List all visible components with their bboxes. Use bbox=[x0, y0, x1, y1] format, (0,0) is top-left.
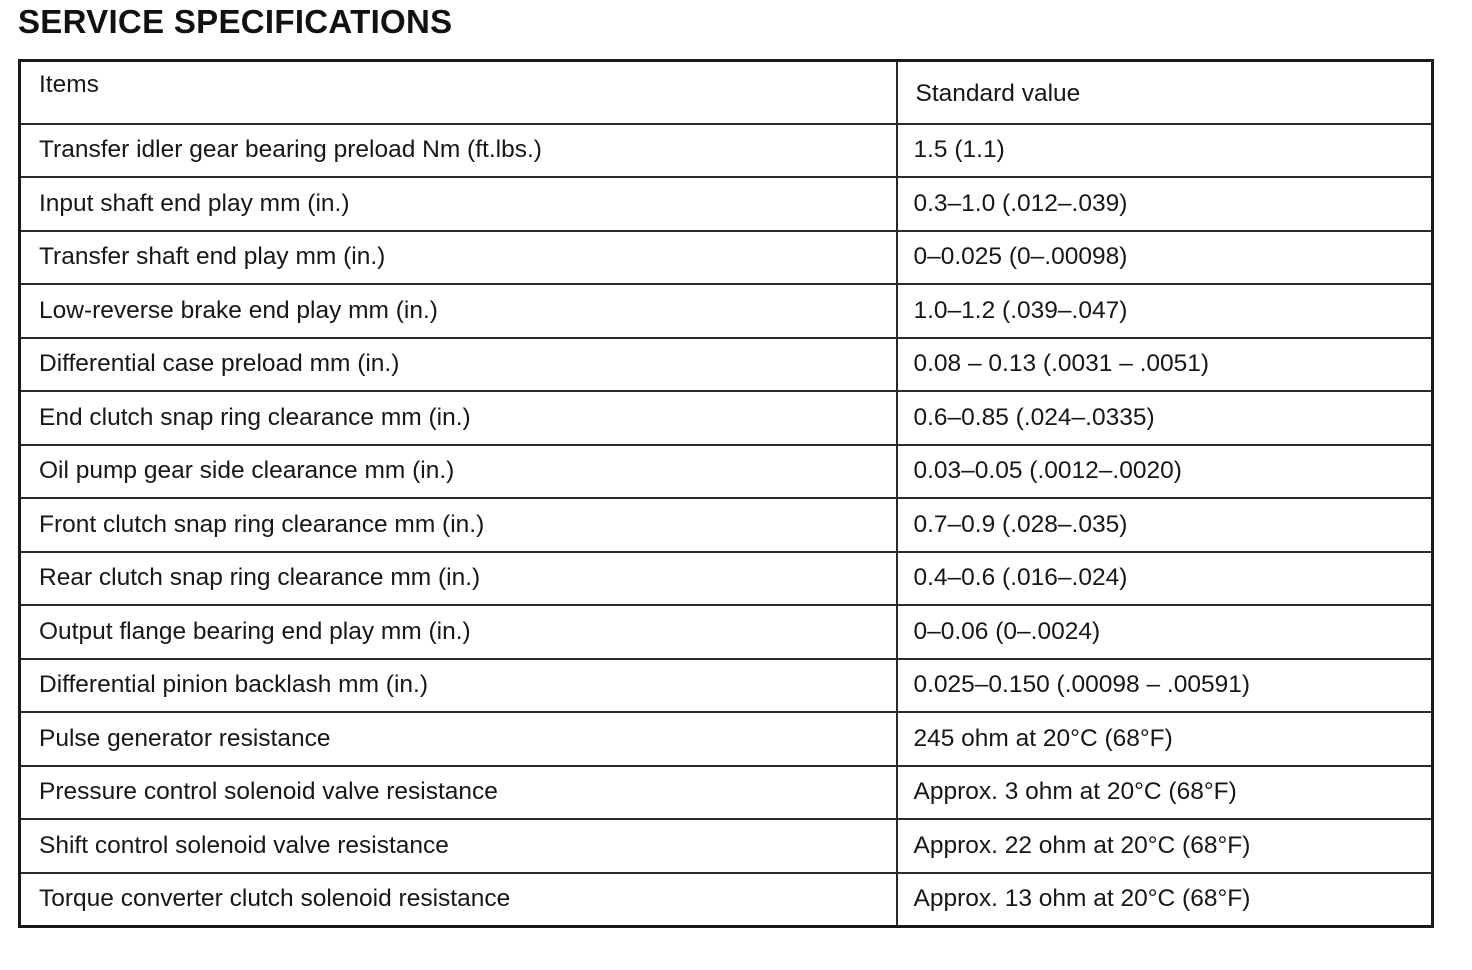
value-cell: 0.025–0.150 (.00098 – .00591) bbox=[897, 659, 1433, 713]
value-cell: 0.08 – 0.13 (.0031 – .0051) bbox=[897, 338, 1433, 392]
table-row bbox=[20, 498, 1433, 552]
table-row bbox=[20, 391, 1433, 445]
service-specifications-table bbox=[18, 59, 1434, 928]
item-cell: Front clutch snap ring clearance mm (in.) bbox=[20, 498, 897, 552]
value-cell: Approx. 3 ohm at 20°C (68°F) bbox=[897, 766, 1433, 820]
item-cell: Torque converter clutch solenoid resistance bbox=[20, 873, 897, 927]
item-cell: Output flange bearing end play mm (in.) bbox=[20, 605, 897, 659]
item-cell: Pulse generator resistance bbox=[20, 712, 897, 766]
table-row bbox=[20, 873, 1433, 927]
value-cell: 0–0.06 (0–.0024) bbox=[897, 605, 1433, 659]
value-cell: 245 ohm at 20°C (68°F) bbox=[897, 712, 1433, 766]
value-cell: 1.0–1.2 (.039–.047) bbox=[897, 284, 1433, 338]
column-header-items: Items bbox=[20, 61, 897, 124]
value-cell: 0–0.025 (0–.00098) bbox=[897, 231, 1433, 285]
value-cell: 0.3–1.0 (.012–.039) bbox=[897, 177, 1433, 231]
table-row bbox=[20, 124, 1433, 178]
item-cell: Differential case preload mm (in.) bbox=[20, 338, 897, 392]
table-row bbox=[20, 712, 1433, 766]
item-cell: Oil pump gear side clearance mm (in.) bbox=[20, 445, 897, 499]
value-cell: 0.03–0.05 (.0012–.0020) bbox=[897, 445, 1433, 499]
item-cell: End clutch snap ring clearance mm (in.) bbox=[20, 391, 897, 445]
table-row bbox=[20, 766, 1433, 820]
item-cell: Differential pinion backlash mm (in.) bbox=[20, 659, 897, 713]
item-cell: Transfer idler gear bearing preload Nm (ft.lbs.) bbox=[20, 124, 897, 178]
table-row bbox=[20, 819, 1433, 873]
table-row bbox=[20, 445, 1433, 499]
item-cell: Low-reverse brake end play mm (in.) bbox=[20, 284, 897, 338]
table-row bbox=[20, 177, 1433, 231]
value-cell: 1.5 (1.1) bbox=[897, 124, 1433, 178]
value-cell: 0.7–0.9 (.028–.035) bbox=[897, 498, 1433, 552]
item-cell: Transfer shaft end play mm (in.) bbox=[20, 231, 897, 285]
item-cell: Pressure control solenoid valve resistance bbox=[20, 766, 897, 820]
table-header-row bbox=[20, 61, 1433, 124]
table-row bbox=[20, 605, 1433, 659]
table-row bbox=[20, 552, 1433, 606]
item-cell: Shift control solenoid valve resistance bbox=[20, 819, 897, 873]
item-cell: Rear clutch snap ring clearance mm (in.) bbox=[20, 552, 897, 606]
item-cell: Input shaft end play mm (in.) bbox=[20, 177, 897, 231]
table-row bbox=[20, 284, 1433, 338]
column-header-standard-value: Standard value bbox=[897, 61, 1433, 124]
page-title: SERVICE SPECIFICATIONS bbox=[18, 3, 453, 40]
table-row bbox=[20, 659, 1433, 713]
table-row bbox=[20, 338, 1433, 392]
value-cell: 0.4–0.6 (.016–.024) bbox=[897, 552, 1433, 606]
value-cell: 0.6–0.85 (.024–.0335) bbox=[897, 391, 1433, 445]
value-cell: Approx. 13 ohm at 20°C (68°F) bbox=[897, 873, 1433, 927]
table-row bbox=[20, 231, 1433, 285]
value-cell: Approx. 22 ohm at 20°C (68°F) bbox=[897, 819, 1433, 873]
